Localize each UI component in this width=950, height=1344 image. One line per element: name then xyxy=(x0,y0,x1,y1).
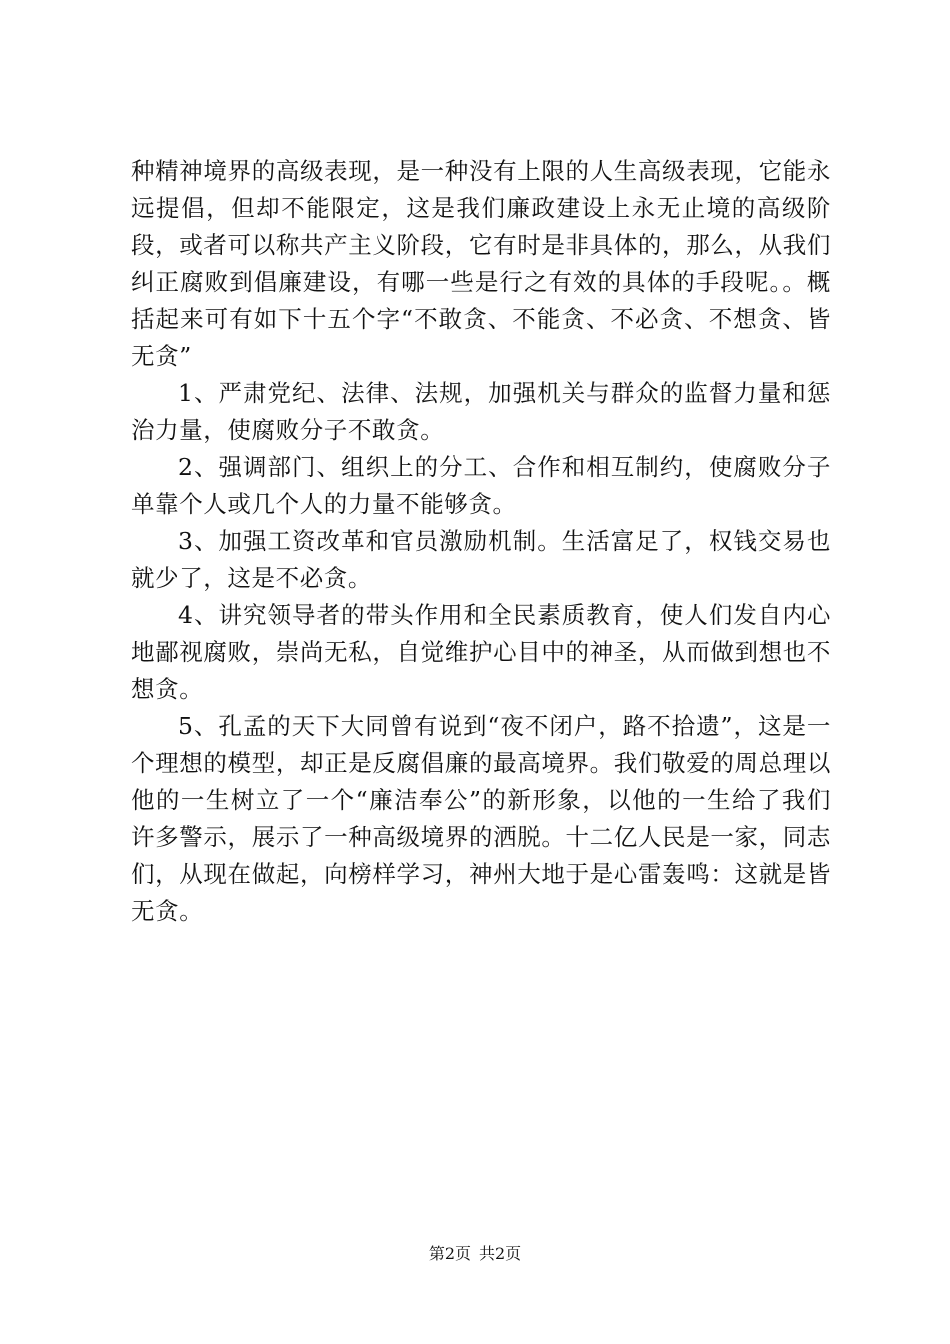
document-body xyxy=(131,153,831,930)
paragraph-item-1: 1、严肃党纪、法律、法规，加强机关与群众的监督力量和惩治力量，使腐败分子不敢贪。 xyxy=(131,379,831,444)
paragraph-continuation: 种精神境界的高级表现，是一种没有上限的人生高级表现，它能永远提倡，但却不能限定，这是我们廉政建设上永无止境的高级阶段，或者可以称共产主义阶段，它有时是非具体的，那么，从我们纠正腐败到倡廉建设，有哪一些是行之有效的具体的手段呢。。概括起来可有如下十五个字“不敢贪、不能贪、不必贪、不想贪、皆无贪” xyxy=(131,157,831,370)
paragraph-item-5: 5、孔孟的天下大同曾有说到“夜不闭户，路不拾遗”，这是一个理想的模型，却正是反腐倡廉的最高境界。我们敬爱的周总理以他的一生树立了一个“廉洁奉公”的新形象，以他的一生给了我们许多警示，展示了一种高级境界的洒脱。十二亿人民是一家，同志们，从现在做起，向榜样学习，神州大地于是心雷轰鸣：这就是皆无贪。 xyxy=(131,712,831,925)
page-number: 第2页 xyxy=(428,1244,471,1263)
page-footer xyxy=(0,1244,950,1264)
page-total: 共2页 xyxy=(479,1244,522,1263)
paragraph-item-2: 2、强调部门、组织上的分工、合作和相互制约，使腐败分子单靠个人或几个人的力量不能够贪。 xyxy=(131,453,831,518)
paragraph-item-4: 4、讲究领导者的带头作用和全民素质教育，使人们发自内心地鄙视腐败，崇尚无私，自觉维护心目中的神圣，从而做到想也不想贪。 xyxy=(131,601,831,703)
paragraph-item-3: 3、加强工资改革和官员激励机制。生活富足了，权钱交易也就少了，这是不必贪。 xyxy=(131,527,831,592)
